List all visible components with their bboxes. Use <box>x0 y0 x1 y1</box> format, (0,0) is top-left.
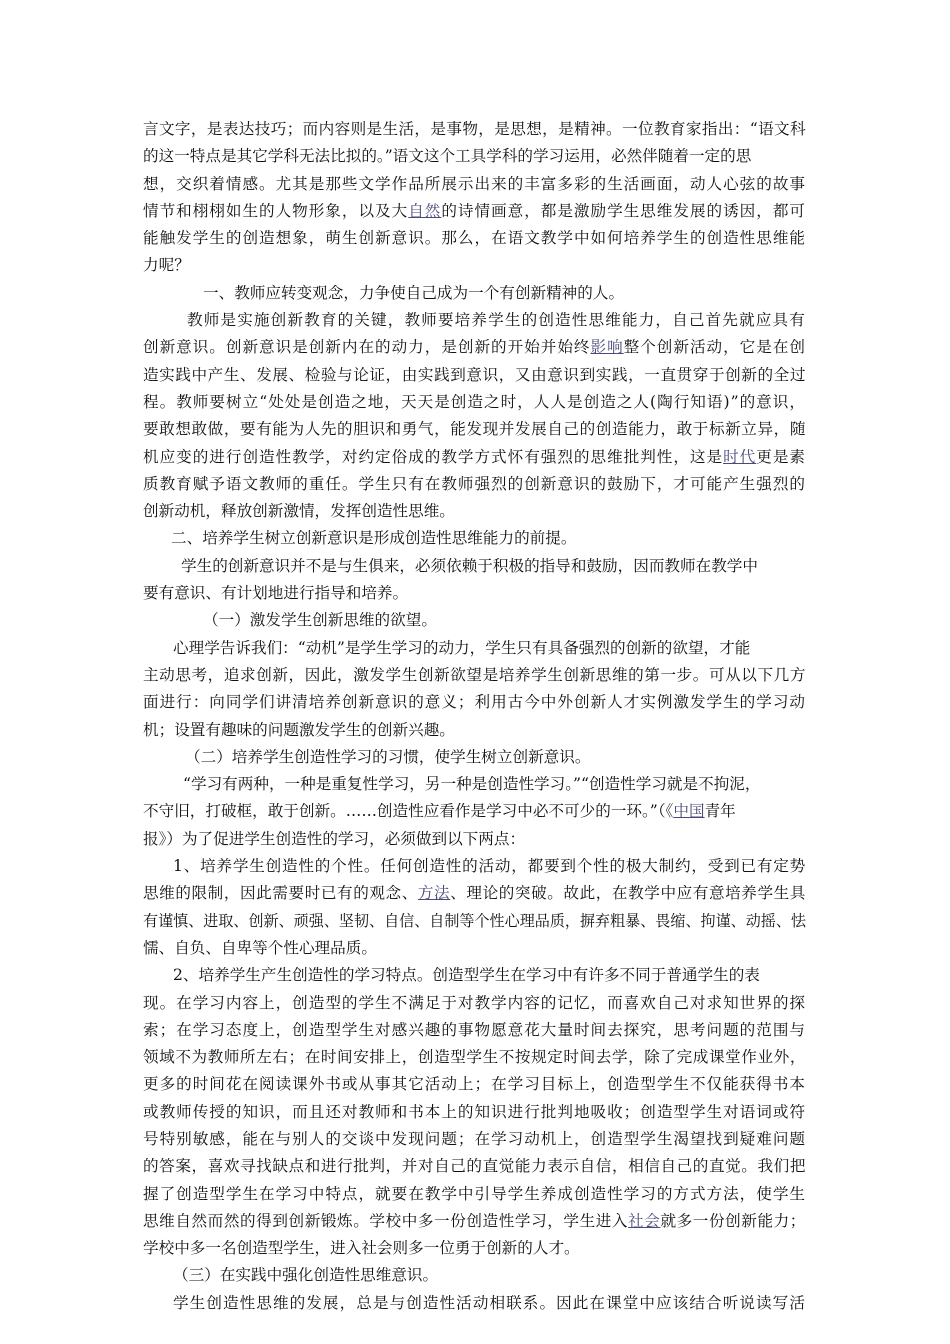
text-run: 想，交织着情感。尤其是那些文学作品所展示出来的丰富多彩的生活画面，动人心弦的故事 <box>143 174 806 193</box>
inline-link[interactable]: 自然 <box>408 201 442 220</box>
text-line-content <box>187 307 806 334</box>
text-run: 要有意识、有计划地进行指导和培养。 <box>143 584 409 603</box>
text-run: 1、培养学生创造性的个性。任何创造性的活动，都要到个性的极大制约，受到已有定势 <box>173 857 806 876</box>
text-line <box>143 607 806 634</box>
text-line-content <box>143 1126 806 1153</box>
text-run: 的这一特点是其它学科无法比拟的。”语文这个工具学科的学习运用，必然伴随着一定的思 <box>143 147 752 166</box>
text-line-content <box>143 143 751 170</box>
inline-link[interactable]: 中国 <box>673 802 705 821</box>
text-line-content <box>143 252 190 279</box>
text-line <box>143 1262 806 1289</box>
text-run: 学生的创新意识并不是与生俱来，必须依赖于积极的指导和鼓励，因而教师在教学中 <box>181 556 758 575</box>
text-line <box>143 116 806 143</box>
text-run: 教师是实施创新教育的关键，教师要培养学生的创造性思维能力，自己首先就应具有 <box>187 311 806 330</box>
text-run: 心理学告诉我们：“动机”是学生学习的动力，学生只有具备强烈的创新的欲望，才能 <box>173 638 751 657</box>
text-line-content <box>183 771 761 798</box>
text-line <box>143 198 806 225</box>
text-line <box>143 853 806 880</box>
text-line-content <box>143 362 806 389</box>
text-line-content <box>171 525 576 552</box>
text-run: （二）培养学生创造性学习的习惯，使学生树立创新意识。 <box>185 747 591 766</box>
text-run: 更是素 <box>756 447 806 466</box>
text-line-content <box>143 334 806 361</box>
text-line-content <box>143 662 806 689</box>
text-run: 不守旧，打破框，敢于创新。……创造性应看作是学习中必不可少的一环。”（《 <box>143 802 674 821</box>
text-run: 懦、自负、自卑等个性心理品质。 <box>143 938 377 957</box>
inline-link[interactable]: 方法 <box>417 884 451 903</box>
text-line <box>143 689 806 716</box>
text-line <box>143 990 806 1017</box>
text-run: 主动思考，追求创新，因此，激发学生创新欲望是培养学生创新思维的第一步。可从以下几方 <box>143 665 806 684</box>
text-line <box>143 826 806 853</box>
text-line-content <box>143 1017 806 1044</box>
text-run: 程。教师要树立“处处是创造之地，天天是创造之时，人人是创造之人(陶行知语)”的意识， <box>143 392 806 411</box>
text-run: 力呢？ <box>143 256 190 275</box>
text-run: 面进行：向同学们讲清培养创新意识的意义；利用古今中外创新人才实例激发学生的学习动 <box>143 693 806 712</box>
text-line <box>143 662 806 689</box>
text-run: 造实践中产生、发展、检验与论证，由实践到意识，又由意识到实践，一直贯穿于创新的全过 <box>143 365 806 384</box>
text-line-content <box>143 990 806 1017</box>
text-run: （一）激发学生创新思维的欲望。 <box>203 611 437 630</box>
inline-link[interactable]: 影响 <box>590 338 624 357</box>
text-line-content <box>143 1181 806 1208</box>
text-line-content <box>173 1262 438 1289</box>
text-line-content <box>143 225 806 252</box>
text-line-content <box>143 471 806 498</box>
text-line <box>143 1126 806 1153</box>
text-run: 情节和栩栩如生的人物形象，以及大 <box>143 201 409 220</box>
text-line <box>143 1235 806 1262</box>
text-line <box>143 252 806 279</box>
text-run: 更多的时间花在阅读课外书或从事其它活动上；在学习目标上，创造型学生不仅能获得书本 <box>143 1075 806 1094</box>
text-line-content <box>143 416 806 443</box>
text-line <box>143 1181 806 1208</box>
text-line-content <box>143 717 455 744</box>
text-run: 领域不为教师所左右；在时间安排上，创造型学生不按规定时间去学，除了完成课堂作业外， <box>143 1048 806 1067</box>
text-run: 有谨慎、进取、创新、顽强、坚韧、自信、自制等个性心理品质，摒弃粗暴、畏缩、拘谨、动摇、怯 <box>143 911 806 930</box>
text-line <box>143 471 806 498</box>
text-line-content <box>143 1099 806 1126</box>
text-line <box>143 1290 806 1317</box>
text-run: 思维的限制，因此需要时已有的观念、 <box>143 884 418 903</box>
text-line-content <box>143 198 806 225</box>
text-line <box>143 143 806 170</box>
text-run: 2、培养学生产生创造性的学习特点。创造型学生在学习中有许多不同于普通学生的表 <box>173 966 760 985</box>
text-line-content <box>173 635 750 662</box>
text-run: 或教师传授的知识，而且还对教师和书本上的知识进行批判地吸收；创造型学生对语词或符 <box>143 1102 806 1121</box>
text-line-content <box>173 853 806 880</box>
text-line-content <box>143 908 806 935</box>
text-line-content <box>203 607 437 634</box>
text-line <box>143 1099 806 1126</box>
text-run: 一、教师应转变观念，力争使自己成为一个有创新精神的人。 <box>203 283 625 302</box>
text-run: “学习有两种，一种是重复性学习，另一种是创造性学习。”“创造性学习就是不拘泥， <box>183 775 761 794</box>
text-run: 握了创造型学生在学习中特点，就要在教学中引导学生养成创造性学习的方式方法，使学生 <box>143 1184 806 1203</box>
text-line-content <box>143 1208 806 1235</box>
text-line <box>143 525 806 552</box>
text-line-content <box>181 553 758 580</box>
text-line <box>143 553 806 580</box>
text-run: 言文字，是表达技巧；而内容则是生活，是事物，是思想，是精神。一位教育家指出：“语文科 <box>143 120 806 138</box>
text-line-content <box>143 826 525 853</box>
text-run: 思维自然而然的得到创新锻炼。学校中多一份创造性学习，学生进入 <box>143 1211 629 1230</box>
text-run: 学校中多一名创造型学生，进入社会则多一位勇于创新的人才。 <box>143 1239 580 1258</box>
text-line <box>143 444 806 471</box>
text-line <box>143 798 806 825</box>
text-run: 创新动机，释放创新激情，发挥创造性思维。 <box>143 502 455 521</box>
text-line <box>143 1153 806 1180</box>
text-line <box>143 498 806 525</box>
text-run: 机；设置有趣味的问题激发学生的创新兴趣。 <box>143 720 455 739</box>
text-line <box>143 880 806 907</box>
text-line <box>143 307 806 334</box>
text-run: 创新意识。创新意识是创新内在的动力，是创新的开始并始终 <box>143 338 591 357</box>
text-line <box>143 771 806 798</box>
text-run: 报》）为了促进学生创造性的学习，必须做到以下两点： <box>143 829 526 848</box>
text-line <box>143 908 806 935</box>
text-line <box>143 635 806 662</box>
text-run: 要敢想敢做，要有能为人先的胆识和勇气，能发现并发展自己的创造能力，敢于标新立异，随 <box>143 420 806 439</box>
text-line-content <box>143 171 806 198</box>
text-line-content <box>143 1071 806 1098</box>
text-line-content <box>143 880 806 907</box>
text-line <box>143 225 806 252</box>
text-line-content <box>143 580 408 607</box>
text-run: 的答案，喜欢寻找缺点和进行批判，并对自己的直觉能力表示自信，相信自己的直觉。我们把 <box>143 1157 806 1176</box>
text-line <box>143 935 806 962</box>
document-body <box>143 116 806 1317</box>
text-run: 现。在学习内容上，创造型的学生不满足于对教学内容的记忆，而喜欢自己对求知世界的探 <box>143 993 806 1012</box>
inline-link[interactable]: 时代 <box>723 447 757 466</box>
text-run: 学生创造性思维的发展，总是与创造性活动相联系。因此在课堂中应该结合听说读写活 <box>173 1293 806 1312</box>
text-line-content <box>173 962 760 989</box>
text-line-content <box>143 389 806 416</box>
text-line <box>143 362 806 389</box>
text-line-content <box>143 935 377 962</box>
text-run: 号特别敏感，能在与别人的交谈中发现问题；在学习动机上，创造型学生渴望找到疑难问题 <box>143 1129 806 1148</box>
text-run: 、理论的突破。故此，在教学中应有意培养学生具 <box>450 884 806 903</box>
text-line-content <box>143 116 806 143</box>
text-run: 的诗情画意，都是激励学生思维发展的诱因，都可 <box>441 201 806 220</box>
text-run: 质教育赋予语文教师的重任。学生只有在教师强烈的创新意识的鼓励下，才可能产生强烈的 <box>143 474 806 493</box>
text-line <box>143 580 806 607</box>
text-line <box>143 280 806 307</box>
text-line-content <box>143 798 736 825</box>
text-run: 就多一份创新能力； <box>660 1211 806 1230</box>
text-run: 二、培养学生树立创新意识是形成创造性思维能力的前提。 <box>171 529 577 548</box>
text-line <box>143 1017 806 1044</box>
inline-link[interactable]: 社会 <box>628 1211 661 1230</box>
text-line-content <box>203 280 624 307</box>
text-line <box>143 389 806 416</box>
text-line <box>143 717 806 744</box>
text-line <box>143 744 806 771</box>
text-line <box>143 416 806 443</box>
text-line-content <box>143 1153 806 1180</box>
text-line <box>143 962 806 989</box>
text-run: 机应变的进行创造性教学，对约定俗成的教学方式怀有强烈的思维批判性，这是 <box>143 447 724 466</box>
text-line-content <box>185 744 590 771</box>
text-line <box>143 1208 806 1235</box>
text-line <box>143 1071 806 1098</box>
text-line <box>143 171 806 198</box>
text-line-content <box>173 1290 806 1317</box>
text-line-content <box>143 689 806 716</box>
text-line-content <box>143 498 455 525</box>
text-line <box>143 334 806 361</box>
text-line-content <box>143 444 806 471</box>
text-line-content <box>143 1044 806 1071</box>
text-run: （三）在实践中强化创造性思维意识。 <box>173 1266 439 1285</box>
text-run: 能触发学生的创造想象，萌生创新意识。那么，在语文教学中如何培养学生的创造性思维能 <box>143 229 806 248</box>
text-run: 青年 <box>704 802 736 821</box>
text-run: 整个创新活动，它是在创 <box>623 338 806 357</box>
text-line-content <box>143 1235 580 1262</box>
text-run: 索；在学习态度上，创造型学生对感兴趣的事物愿意花大量时间去探究，思考问题的范围与 <box>143 1020 806 1039</box>
text-line <box>143 1044 806 1071</box>
